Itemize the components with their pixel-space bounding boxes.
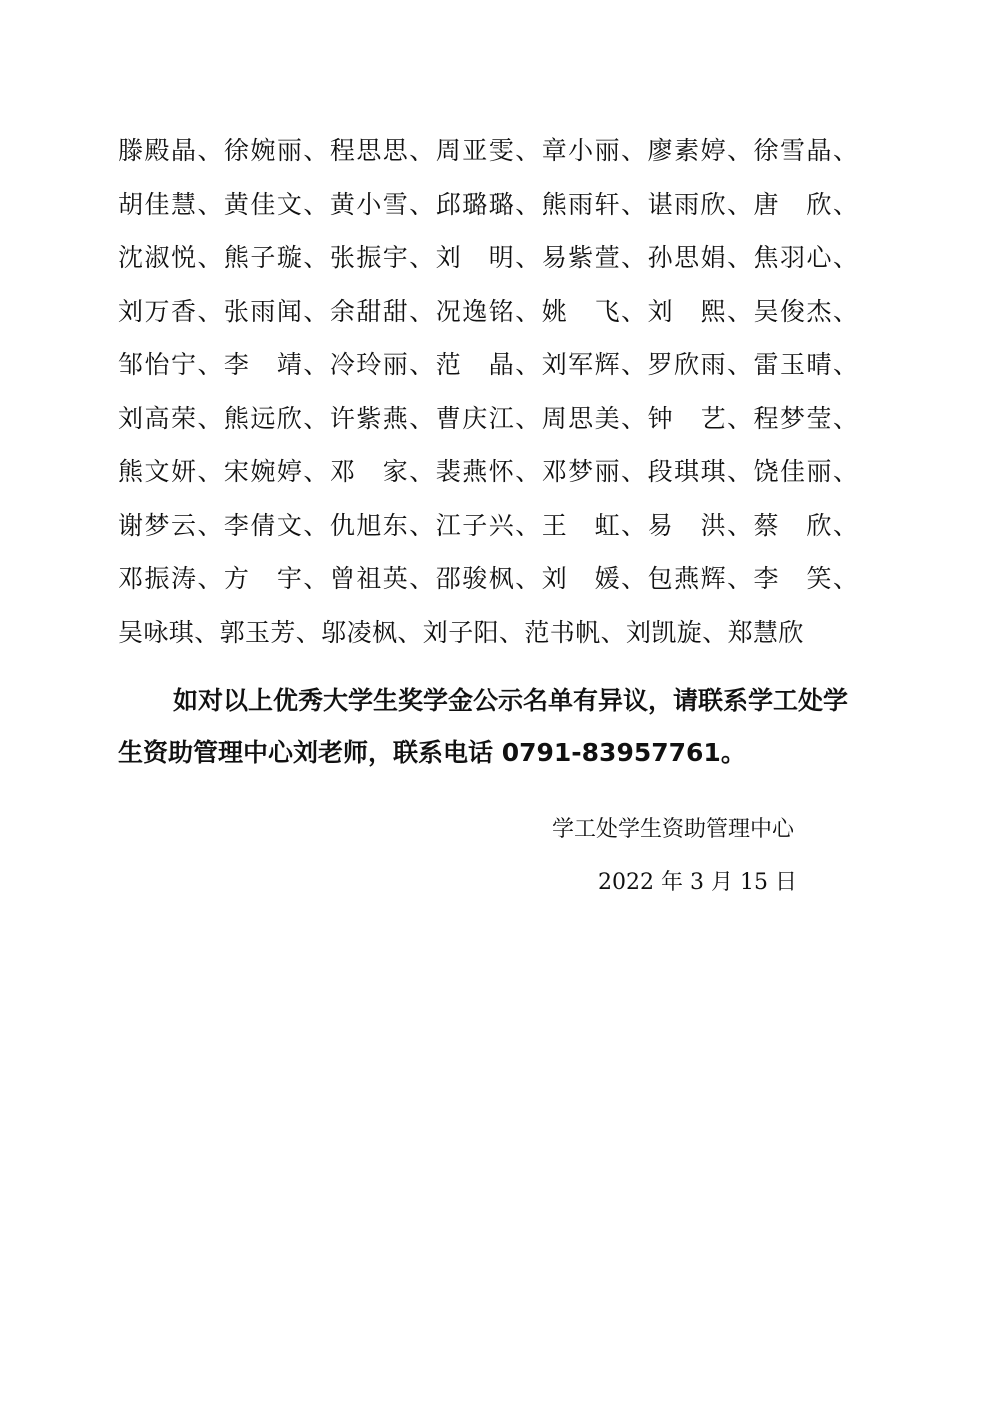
- name-row: 邓振涛、方 宇、曾祖英、邵骏枫、刘 媛、包燕辉、李 笑、: [118, 564, 858, 593]
- name-row: 胡佳慧、黄佳文、黄小雪、邱璐璐、熊雨轩、谌雨欣、唐 欣、: [118, 189, 858, 219]
- issue-date: 2022 年 3 月 15 日: [598, 870, 797, 895]
- name-row: 刘高荣、熊远欣、许紫燕、曹庆江、周思美、钟 艺、程梦莹、: [118, 403, 858, 433]
- name-row: 刘万香、张雨闻、余甜甜、况逸铭、姚 飞、刘 熙、吴俊杰、: [118, 296, 858, 326]
- name-row: 谢梦云、李倩文、仇旭东、江子兴、王 虹、易 洪、蔡 欣、: [118, 510, 858, 540]
- objection-notice: 如对以上优秀大学生奖学金公示名单有异议，请联系学工处学生资助管理中心刘老师，联系电话 0791-83957761。: [118, 686, 849, 767]
- name-list: [118, 124, 858, 659]
- issuing-office: 学工处学生资助管理中心: [552, 817, 795, 842]
- name-row: 邹怡宁、李 靖、冷玲丽、范 晶、刘军辉、罗欣雨、雷玉晴、: [118, 350, 858, 379]
- name-row: 熊文妍、宋婉婷、邓 家、裴燕怀、邓梦丽、段琪琪、饶佳丽、: [118, 457, 858, 486]
- name-row: 滕殿晶、徐婉丽、程思思、周亚雯、章小丽、廖素婷、徐雪晶、: [118, 136, 858, 165]
- name-row: 沈淑悦、熊子璇、张振宇、刘 明、易紫萱、孙思娟、焦羽心、: [118, 243, 858, 272]
- name-row: 吴咏琪、郭玉芳、邬凌枫、刘子阳、范书帆、刘凯旋、郑慧欣: [118, 617, 804, 647]
